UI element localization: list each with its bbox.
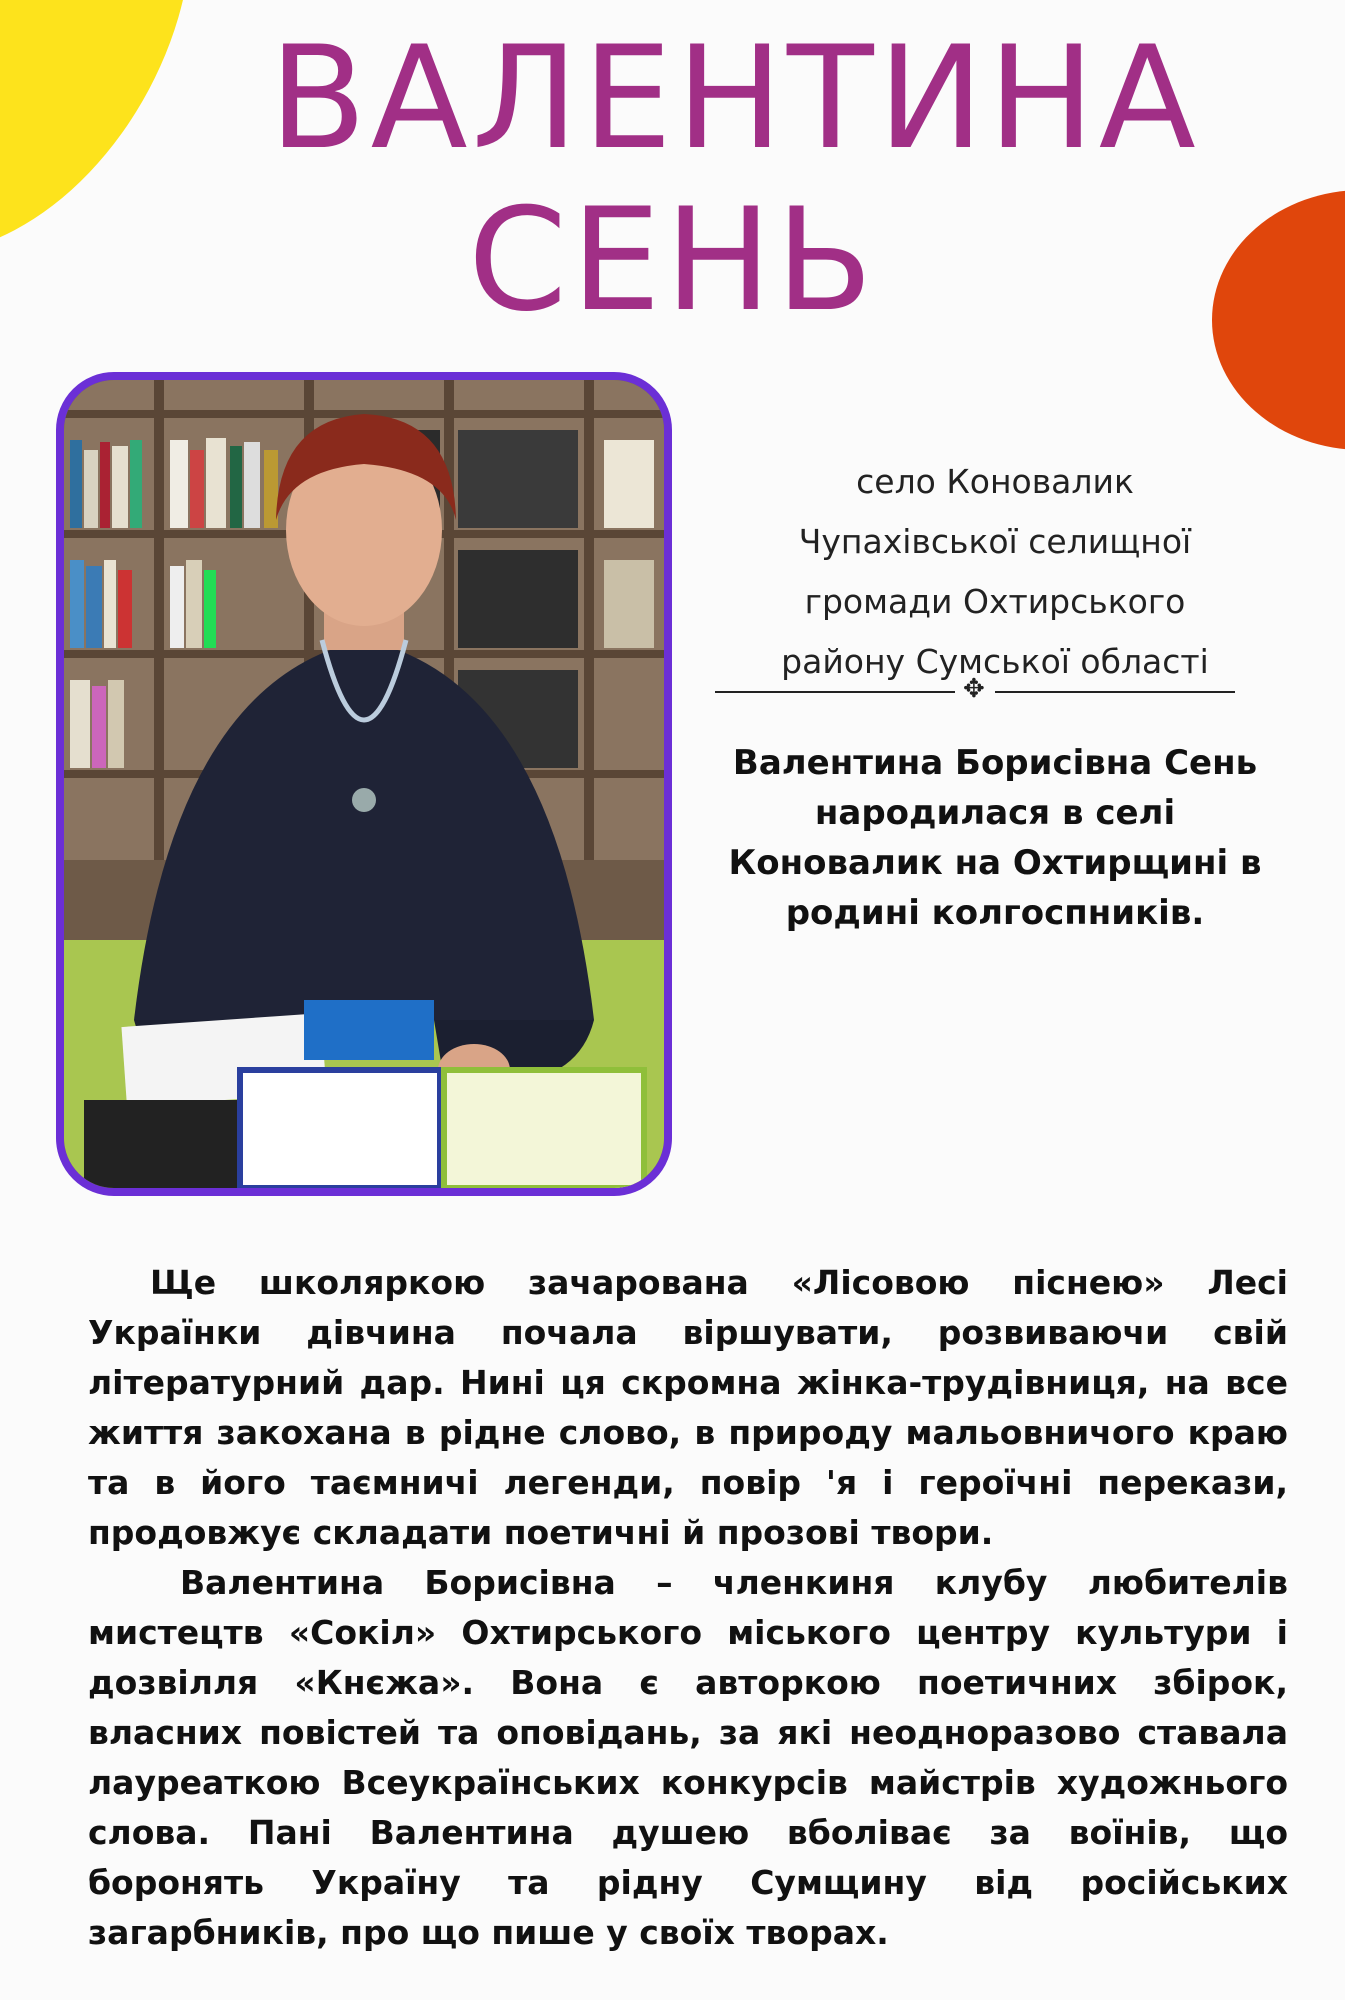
intro-line: родині колгоспників. [785, 893, 1205, 933]
place-line: Чупахівської селищної [798, 522, 1192, 561]
place-line: громади Охтирського [804, 582, 1186, 621]
biography-body [88, 1258, 1288, 1958]
title-last-name: СЕНЬ [467, 178, 878, 343]
portrait-illustration [64, 380, 664, 1188]
intro-text [700, 738, 1290, 938]
place-line: село Коновалик [856, 462, 1134, 501]
biography-paragraph: Валентина Борисівна – членкиня клубу любителів мистецтв «Сокіл» Охтирського міського центру культури і дозвілля «Кнєжа». Вона є авторкою поетичних збірок, власних повістей та оповідань, за які неодноразово ставала лауреаткою Всеукраїнських конкурсів майстрів художнього слова. Пані Валентина душею вболіває за воїнів, що боронять Україну та рідну Сумщину від російських загарбників, про що пише у своїх творах. [88, 1563, 1288, 1952]
divider-line-left [715, 691, 955, 693]
birthplace-text [700, 452, 1290, 692]
intro-line: народилася в селі [814, 793, 1176, 833]
divider-line-right [995, 691, 1235, 693]
biography-paragraph: Ще школяркою зачарована «Лісовою піснею» Лесі Українки дівчина почала віршувати, розвиваючи свій літературний дар. Нині ця скромна жінка-трудівниця, на все життя закохана в рідне слово, в природу мальовничого краю та в його таємничі легенди, повір 'я і героїчні перекази, продовжує складати поетичні й прозові твори. [88, 1263, 1288, 1552]
place-line: району Сумської області [781, 642, 1209, 681]
intro-line: Валентина Борисівна Сень [732, 743, 1258, 783]
fleuron-icon: ✥ [963, 674, 985, 704]
title-first-name: ВАЛЕНТИНА [269, 16, 1200, 181]
intro-line: Коновалик на Охтирщині в [728, 843, 1262, 883]
portrait-photo [56, 372, 672, 1196]
ornamental-divider [715, 674, 1235, 704]
